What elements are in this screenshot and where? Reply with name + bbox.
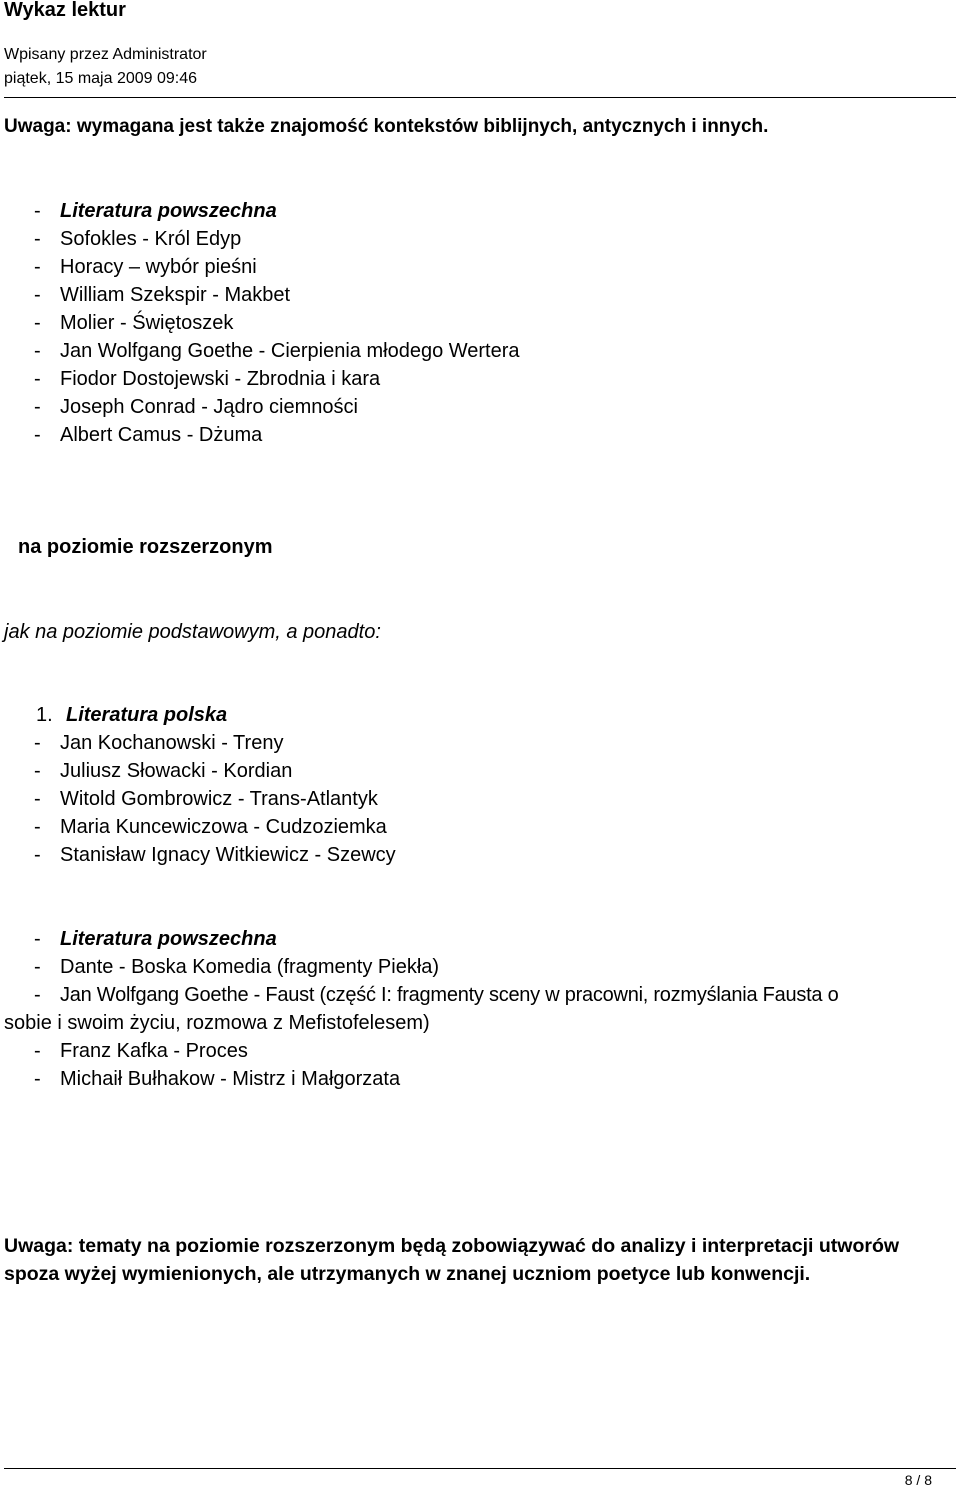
list-item: Fiodor Dostojewski - Zbrodnia i kara xyxy=(60,368,381,390)
dash: - xyxy=(34,284,41,306)
list-item: Albert Camus - Dżuma xyxy=(60,424,263,446)
page-title: Wykaz lektur xyxy=(4,0,126,21)
dash: - xyxy=(34,816,41,838)
dash: - xyxy=(34,760,41,782)
dash: - xyxy=(34,396,41,418)
list-item: Dante - Boska Komedia (fragmenty Piekła) xyxy=(60,956,440,978)
list-item: William Szekspir - Makbet xyxy=(60,284,291,306)
level-intro: jak na poziomie podstawowym, a ponadto: xyxy=(4,621,381,643)
list-item: Juliusz Słowacki - Kordian xyxy=(60,760,293,782)
footer-divider xyxy=(4,1468,956,1469)
author-line: Wpisany przez Administrator xyxy=(4,46,207,63)
dash: - xyxy=(34,312,41,334)
note-top: Uwaga: wymagana jest także znajomość kontekstów biblijnych, antycznych i innych. xyxy=(4,116,769,137)
list-item: Maria Kuncewiczowa - Cudzoziemka xyxy=(60,816,387,838)
dash: - xyxy=(34,928,41,950)
dash: - xyxy=(34,200,41,222)
list-item: Stanisław Ignacy Witkiewicz - Szewcy xyxy=(60,844,396,866)
list-item: Franz Kafka - Proces xyxy=(60,1040,248,1062)
section-heading: Literatura polska xyxy=(66,704,228,726)
dash: - xyxy=(34,956,41,978)
list-item: Jan Kochanowski - Treny xyxy=(60,732,284,754)
section-heading: Literatura powszechna xyxy=(60,928,277,950)
list-item: Sofokles - Król Edyp xyxy=(60,228,242,250)
dash: - xyxy=(34,984,41,1006)
list-item: Molier - Świętoszek xyxy=(60,312,234,334)
list-item: Jan Wolfgang Goethe - Cierpienia młodego Wertera xyxy=(60,340,520,362)
level-heading: na poziomie rozszerzonym xyxy=(18,536,273,558)
dash: - xyxy=(34,424,41,446)
dash: - xyxy=(34,256,41,278)
dash: - xyxy=(34,228,41,250)
dash: - xyxy=(34,1040,41,1062)
dash: - xyxy=(34,340,41,362)
dash: - xyxy=(34,732,41,754)
list-item-continuation: sobie i swoim życiu, rozmowa z Mefistofelesem) xyxy=(4,1012,430,1034)
list-item: Jan Wolfgang Goethe - Faust (część I: fragmenty sceny w pracowni, rozmyślania Fausta o xyxy=(60,984,839,1006)
page-number: 8 / 8 xyxy=(904,1472,932,1488)
header-divider xyxy=(4,97,956,98)
section-heading: Literatura powszechna xyxy=(60,200,277,222)
list-item: Michaił Bułhakow - Mistrz i Małgorzata xyxy=(60,1068,401,1090)
date-line: piątek, 15 maja 2009 09:46 xyxy=(4,70,198,87)
dash: - xyxy=(34,844,41,866)
list-item: Joseph Conrad - Jądro ciemności xyxy=(60,396,358,418)
section-number: 1. xyxy=(36,704,53,726)
note-bottom: Uwaga: tematy na poziomie rozszerzonym będą zobowiązywać do analizy i interpretacji utworów spoza wyżej wymienionych, ale utrzymanych w znanej uczniom poetyce lub konwencji. xyxy=(4,1235,900,1285)
list-item: Witold Gombrowicz - Trans-Atlantyk xyxy=(60,788,378,810)
dash: - xyxy=(34,788,41,810)
list-item: Horacy – wybór pieśni xyxy=(60,256,257,278)
dash: - xyxy=(34,1068,41,1090)
dash: - xyxy=(34,368,41,390)
